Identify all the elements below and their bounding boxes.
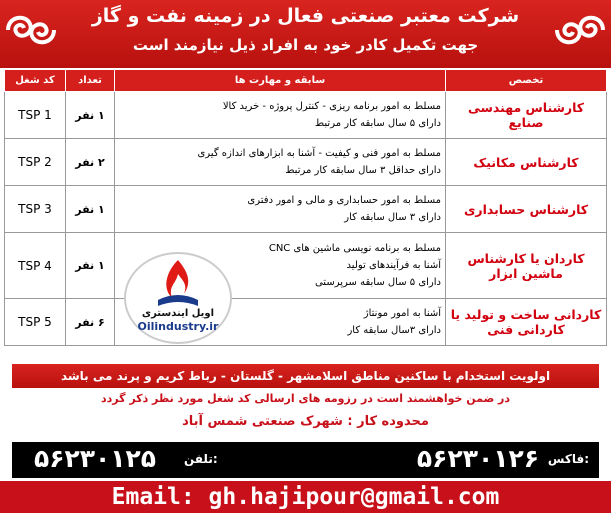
experience-line: مسلط به امور حسابداری و مالی و امور دفتری: [247, 195, 441, 206]
fax-number: ۵۶۲۳۰۱۲۶: [416, 444, 539, 473]
fax-label: فاکس:: [547, 452, 589, 466]
phone-label: تلفن:: [184, 452, 218, 466]
row-count: ۱ نفر: [66, 92, 115, 139]
left-ornament-icon: [4, 10, 58, 50]
experience-line: مسلط به برنامه نویسی ماشین های CNC: [268, 243, 441, 254]
email-address[interactable]: Email: gh.hajipour@gmail.com: [0, 481, 611, 513]
experience-line: مسلط به امور برنامه ریزی - کنترل پروژه - خرید کالا: [222, 101, 441, 112]
experience-line: دارای حداقل ۳ سال سابقه کار مرتبط: [285, 165, 441, 176]
table-row: [5, 299, 607, 346]
table-row: [5, 186, 607, 233]
table-row: [5, 92, 607, 139]
logo-text-fa: اویل ایندستری: [141, 308, 215, 319]
row-count: ۶ نفر: [66, 299, 115, 346]
jobs-table: [4, 69, 607, 346]
experience-line: دارای ۵ سال سابقه سرپرستی: [314, 277, 441, 288]
header-experience: سابقه و مهارت ها: [115, 70, 446, 92]
flame-icon: [126, 254, 230, 308]
row-specialty: کاردان یا کارشناس ماشین ابزار: [446, 233, 607, 299]
header-banner: [0, 0, 611, 68]
row-count: ۱ نفر: [66, 233, 115, 299]
experience-line: دارای ۵ سال سابقه کار مرتبط: [314, 118, 441, 129]
row-specialty: کارشناس حسابداری: [446, 186, 607, 233]
work-area: محدوده کار : شهرک صنعتی شمس آباد: [182, 414, 429, 429]
row-experience: [115, 186, 446, 233]
table-row: [5, 139, 607, 186]
row-specialty: کاردانی ساخت و تولید یا کاردانی فنی: [446, 299, 607, 346]
row-code: TSP 1: [5, 92, 66, 139]
row-specialty: کارشناس مهندسی صنایع: [446, 92, 607, 139]
company-title: شرکت معتبر صنعتی فعال در زمینه نفت و گاز: [91, 5, 520, 27]
experience-line: آشنا به امور مونتاژ: [363, 308, 441, 319]
experience-line: دارای ۳ سال سابقه کار: [344, 212, 441, 223]
table-row: [5, 233, 607, 299]
oilindustry-logo: [124, 252, 232, 344]
header-specialty: تخصص: [446, 70, 607, 92]
row-count: ۲ نفر: [66, 139, 115, 186]
row-specialty: کارشناس مکانیک: [446, 139, 607, 186]
header-count: تعداد: [66, 70, 115, 92]
header-code: کد شغل: [5, 70, 66, 92]
row-count: ۱ نفر: [66, 186, 115, 233]
row-code: TSP 3: [5, 186, 66, 233]
row-code: TSP 5: [5, 299, 66, 346]
resume-note: در ضمن خواهشمند است در رزومه های ارسالی کد شغل مورد نظر ذکر گردد: [100, 392, 511, 405]
right-ornament-icon: [553, 10, 607, 50]
priority-bar: اولویت استخدام با ساکنین مناطق اسلامشهر - گلستان - رباط کریم و پرند می باشد: [12, 364, 599, 388]
company-subtitle: جهت تکمیل کادر خود به افراد ذیل نیازمند است: [132, 36, 479, 54]
experience-line: آشنا به فرآیندهای تولید: [346, 260, 441, 271]
row-experience: [115, 139, 446, 186]
experience-line: مسلط به امور فنی و کیفیت - آشنا به ابزارهای اندازه گیری: [197, 148, 441, 159]
row-code: TSP 2: [5, 139, 66, 186]
phone-number: ۵۶۲۳۰۱۲۵: [34, 444, 157, 473]
table-header-row: [5, 70, 607, 92]
experience-line: دارای ۳سال سابقه کار: [347, 325, 441, 336]
logo-text-en: Oilindustry.ir: [137, 320, 219, 333]
row-code: TSP 4: [5, 233, 66, 299]
row-experience: [115, 92, 446, 139]
contact-bar: [12, 442, 599, 478]
